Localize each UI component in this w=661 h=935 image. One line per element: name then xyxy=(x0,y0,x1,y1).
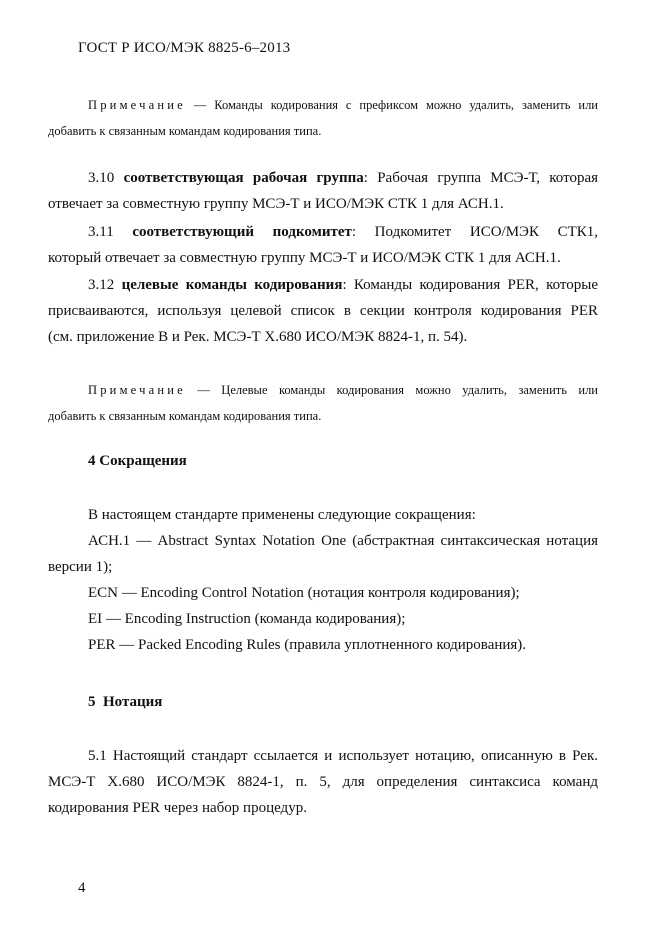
note-2-label: Примечание xyxy=(88,383,186,397)
note-1-line-1: Примечание — Команды кодирования с префиксом можно удалить, заменить или xyxy=(88,98,598,112)
clause-3-11-line-2: который отвечает за совместную группу МСЭ-Т и ИСО/МЭК СТК 1 для АСН.1. xyxy=(48,250,561,266)
document-header: ГОСТ Р ИСО/МЭК 8825-6–2013 xyxy=(78,40,291,56)
section-4-body xyxy=(48,502,598,658)
clause-3-10-term: соответствующая рабочая группа xyxy=(123,170,364,186)
clause-3-12-line-3: (см. приложение В и Рек. МСЭ-Т X.680 ИСО/МЭК 8824-1, п. 54). xyxy=(48,329,468,345)
page-number: 4 xyxy=(78,880,86,896)
section-4-heading: 4 Сокращения xyxy=(88,453,187,469)
section-5-line-2: МСЭ-Т X.680 ИСО/МЭК 8824-1, п. 5, для определения синтаксиса команд xyxy=(48,774,598,790)
clause-3-12 xyxy=(48,272,598,350)
clause-3-12-line-2: присваиваются, используя целевой список в секции контроля кодирования PER xyxy=(48,303,598,319)
clause-3-12-term: целевые команды кодирования xyxy=(121,277,343,293)
clause-3-10-line-1: 3.10 соответствующая рабочая группа: Рабочая группа МСЭ-Т, которая xyxy=(88,170,599,186)
section-4-intro: В настоящем стандарте применены следующие сокращения: xyxy=(88,507,476,523)
clause-3-11-term: соответствующий подкомитет xyxy=(132,224,352,240)
abbr-ecn: ECN — Encoding Control Notation (нотация контроля кодирования); xyxy=(88,585,520,601)
section-5-line-1: 5.1 Настоящий стандарт ссылается и использует нотацию, описанную в Рек. xyxy=(88,748,598,764)
abbr-per: PER — Packed Encoding Rules (правила уплотненного кодирования). xyxy=(88,637,527,653)
note-1 xyxy=(48,92,598,144)
section-5-body xyxy=(48,743,598,821)
note-2-line-1: Примечание — Целевые команды кодирования можно удалить, заменить или xyxy=(88,383,598,397)
note-1-label: Примечание xyxy=(88,98,186,112)
clause-3-11 xyxy=(48,219,598,271)
clause-3-10 xyxy=(48,165,598,217)
abbr-asn-line-2: версии 1); xyxy=(48,559,113,575)
clause-3-11-line-1: 3.11 соответствующий подкомитет: Подкомитет ИСО/МЭК СТК1, xyxy=(88,224,599,240)
clause-3-10-line-2: отвечает за совместную группу МСЭ-Т и ИСО/МЭК СТК 1 для АСН.1. xyxy=(48,196,504,212)
abbr-asn-line-1: АСН.1 — Abstract Syntax Notation One (абстрактная синтаксическая нотация xyxy=(88,533,598,549)
note-2 xyxy=(48,377,598,429)
section-5-line-3: кодирования PER через набор процедур. xyxy=(48,800,307,816)
clause-3-12-line-1: 3.12 целевые команды кодирования: Команды кодирования PER, которые xyxy=(88,277,598,293)
section-5-heading: 5 Нотация xyxy=(88,694,163,710)
note-2-line-2: добавить к связанным командам кодирования типа. xyxy=(48,409,322,423)
abbr-ei: EI — Encoding Instruction (команда кодирования); xyxy=(88,611,406,627)
note-1-line-2: добавить к связанным командам кодирования типа. xyxy=(48,124,322,138)
